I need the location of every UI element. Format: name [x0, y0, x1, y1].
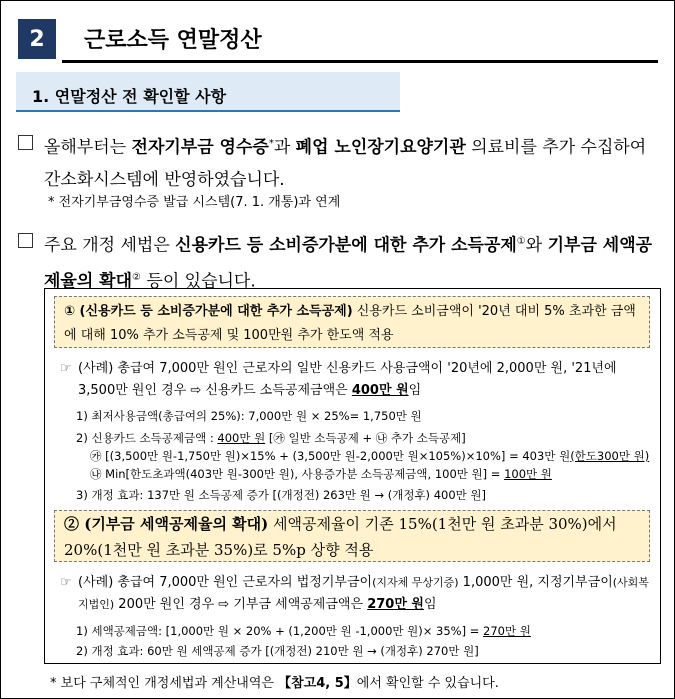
highlight-box-1-text: ① (신용카드 등 소비증가분에 대한 추가 소득공제) 신용카드 소비금액이 '20년 대비 5% 초과한 금액에 대해 10% 추가 소득공제 및 100만원 추가 한도액 적용: [64, 304, 636, 343]
section-title: 근로소득 연말정산: [84, 28, 262, 53]
pointing-hand-icon: ☞: [60, 575, 72, 590]
example-case-2: ☞ (사례) 총급여 7,000만 원인 근로자의 법정기부금이(지자체 무상기증) 1,000만 원, 지정기부금이(사회복지법인) 200만 원인 경우 ⇨ 기부금 세액공제금액은 270만 원임: [60, 572, 650, 616]
pointing-hand-icon: ☞: [60, 361, 72, 376]
section-number-badge: 2: [18, 19, 56, 59]
example-case-1: ☞ (사례) 총급여 7,000만 원인 근로자의 일반 신용카드 사용금액이 '20년에 2,000만 원, '21년에 3,500만 원인 경우 ⇨ 신용카드 소득공제금액은 400만 원임: [60, 358, 650, 402]
checkbox-bullet-icon: [18, 233, 33, 248]
case-2-line-1: 1) 세액공제금액: [1,000만 원 × 20% + (1,200만 원 -1,000만 원)× 35%] = 270만 원: [76, 624, 531, 638]
bullet-1-text: 올해부터는 전자기부금 영수증*과 폐업 노인장기요양기관 의료비를 추가 수집하여 간소화시스템에 반영하였습니다.: [44, 137, 647, 190]
bullet-1-footnote: * 전자기부금영수증 발급 시스템(7. 1. 개통)과 연계: [48, 195, 341, 210]
case-1-line-2: 2) 신용카드 소득공제금액 : 400만 원 [㉮ 일반 소득공제 + ㉯ 추가 소득공제]: [76, 431, 466, 445]
checkbox-bullet-icon: [18, 135, 33, 150]
case-1-line-1: 1) 최저사용금액(총급여의 25%): 7,000만 원 × 25%= 1,750만 원: [76, 409, 422, 423]
case-1-line-3: ㉮ [(3,500만 원-1,750만 원)×15% + (3,500만 원-2,000만 원×105%)×10%] = 403만 원(한도300만 원): [90, 449, 650, 463]
highlight-box-2-text: ② (기부금 세액공제율의 확대) 세액공제율이 기존 15%(1천만 원 초과분 30%)에서 20%(1천만 원 초과분 35%)로 5%p 상향 적용: [64, 515, 617, 559]
subsection-title: 1. 연말정산 전 확인할 사항: [32, 87, 227, 106]
case-2-line-2: 2) 개정 효과: 60만 원 세액공제 증가 [(개정전) 210만 원 → (개정후) 270만 원]: [76, 644, 479, 658]
footer-note: * 보다 구체적인 개정세법과 계산내역은 【참고4, 5】에서 확인할 수 있습니다.: [50, 676, 499, 691]
bullet-2-text: 주요 개정 세법은 신용카드 등 소비증가분에 대한 추가 소득공제①와 기부금 세액공제율의 확대② 등이 있습니다.: [44, 235, 653, 292]
case-1-line-4: ㉯ Min[한도초과액(403만 원-300만 원), 사용증가분 소득공제금액, 100만 원] = 100만 원: [90, 467, 552, 481]
section-title-rule: [62, 60, 658, 63]
case-1-line-5: 3) 개정 효과: 137만 원 소득공제 증가 [(개정전) 263만 원 → (개정후) 400만 원]: [76, 488, 486, 502]
